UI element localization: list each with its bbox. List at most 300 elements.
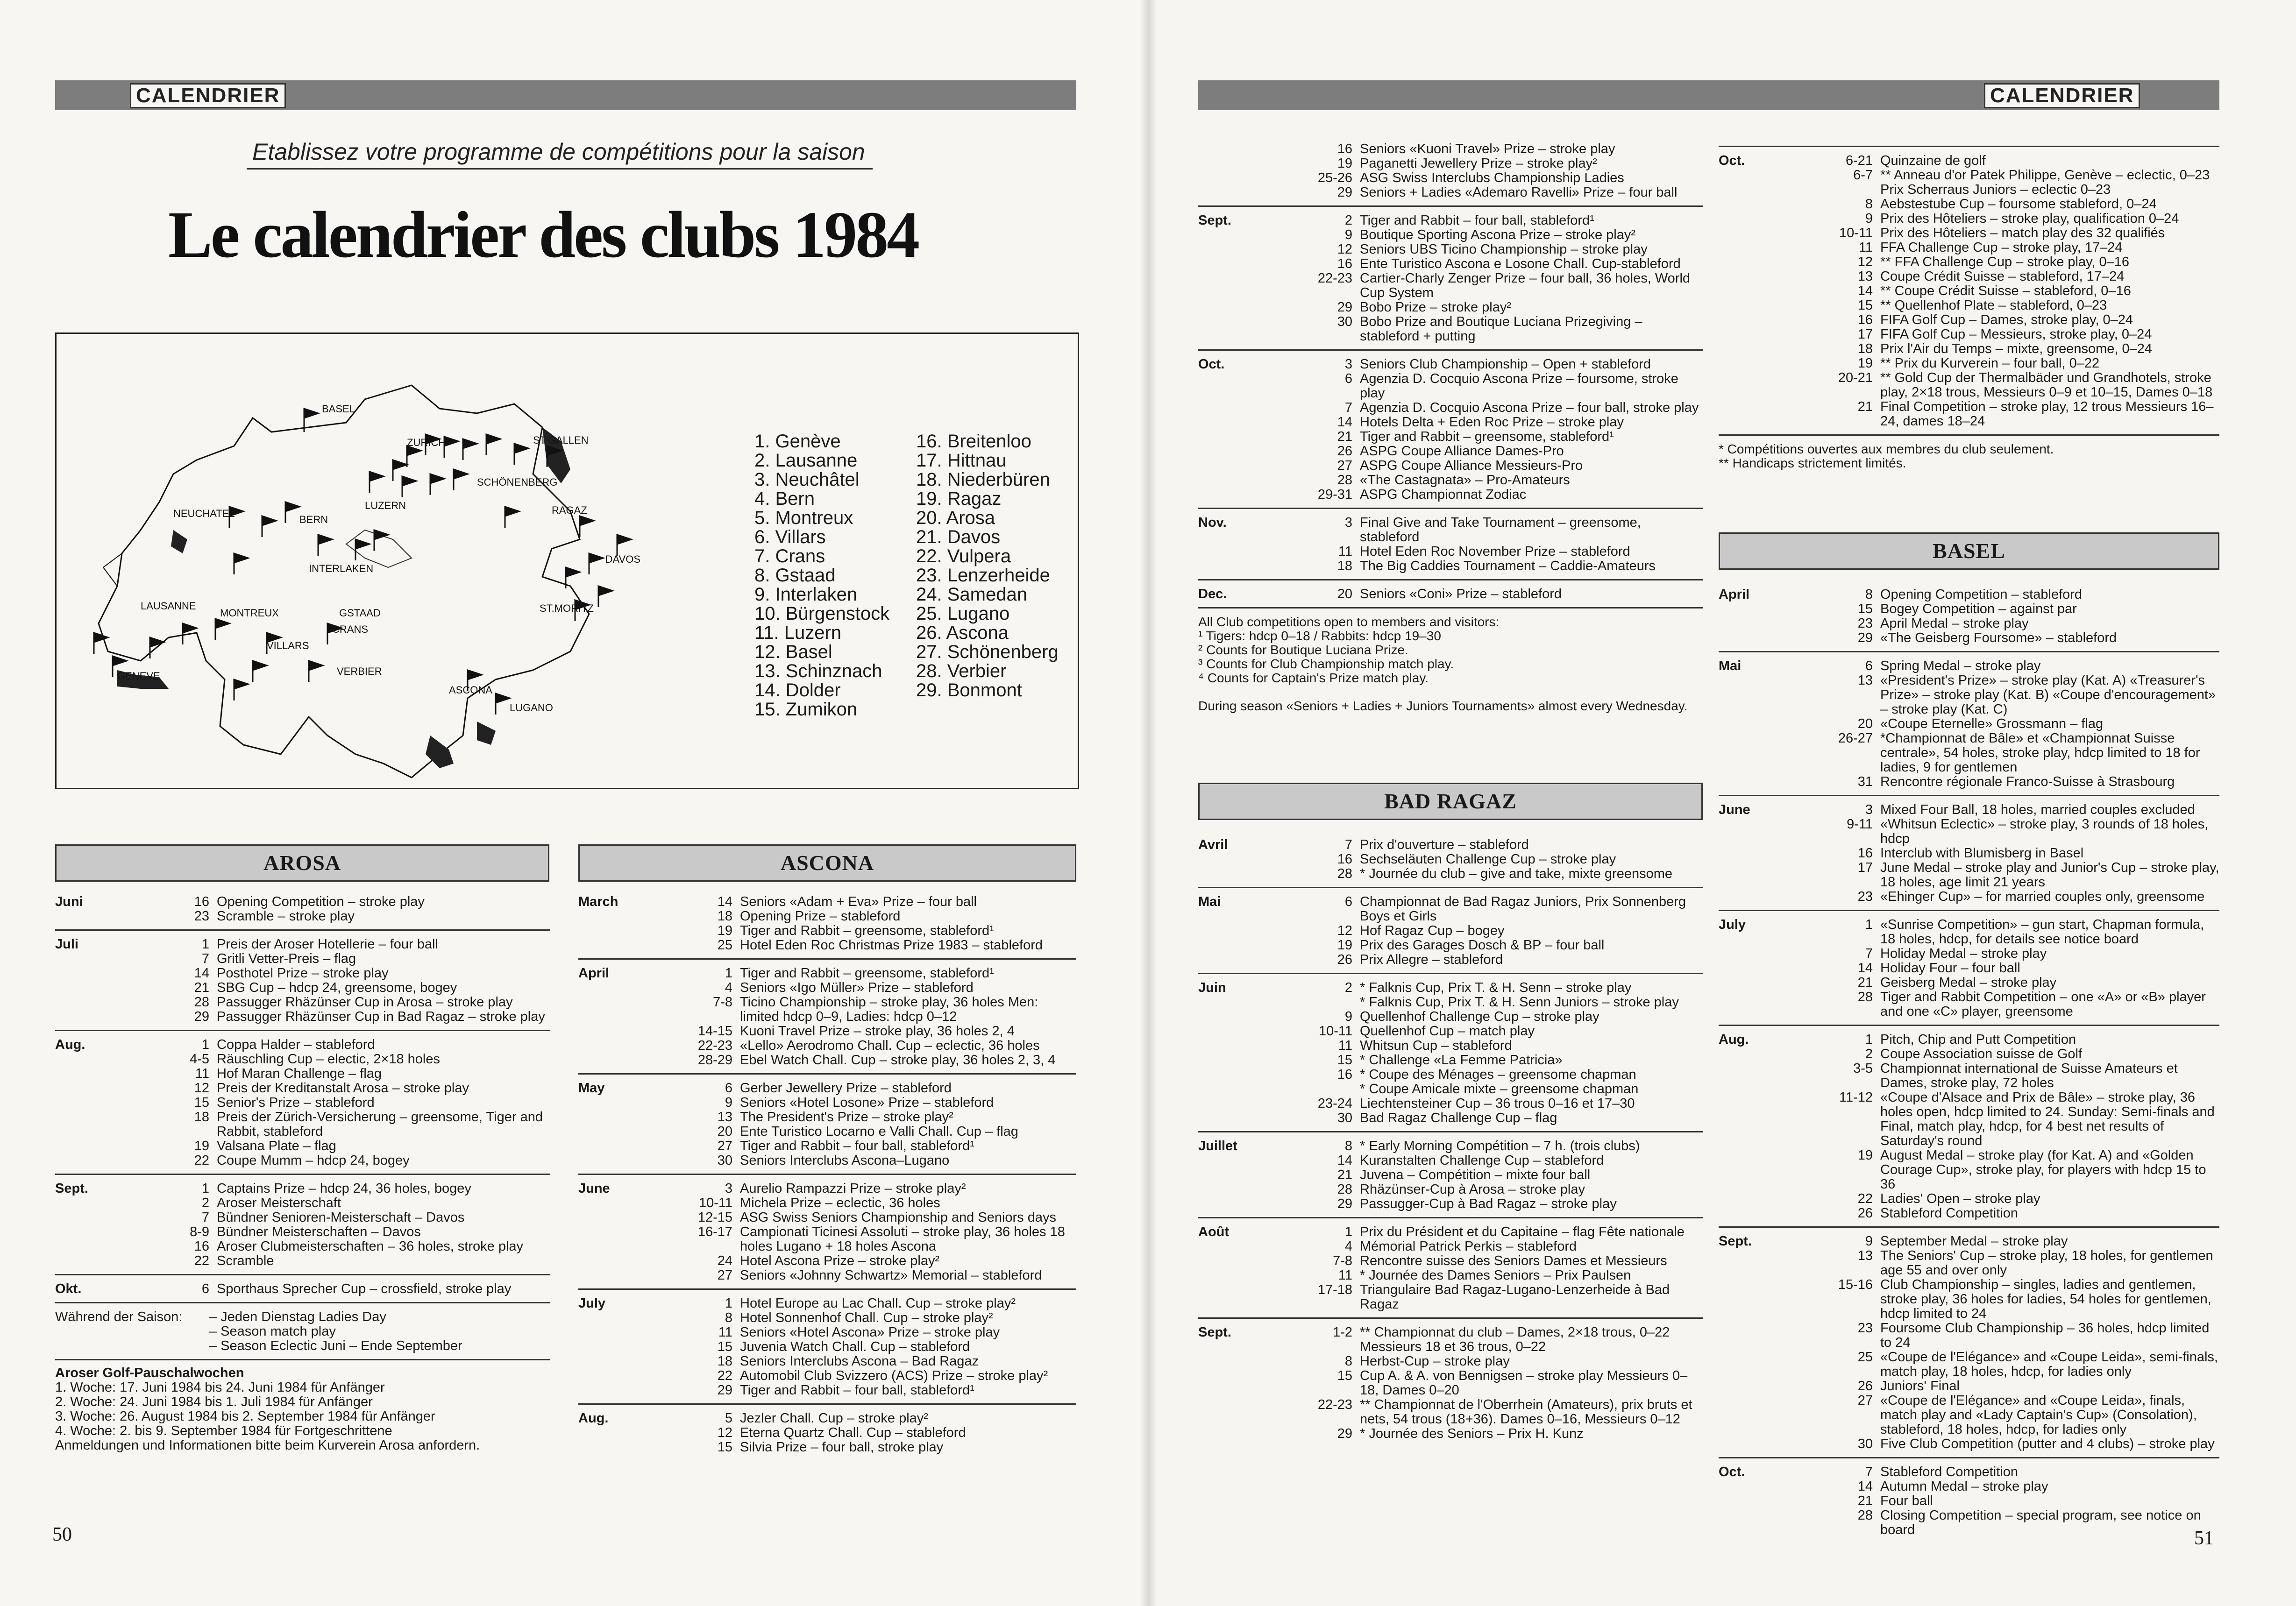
event-row: [662, 938, 1076, 953]
event-date: 19: [1857, 356, 1873, 371]
event-date: 7: [201, 951, 209, 966]
event-row: [139, 952, 550, 966]
event-row: [1803, 1479, 2219, 1494]
event-row: [1282, 1053, 1703, 1068]
legend-item: 4. Bern: [754, 488, 815, 509]
arosa-pauschal-item: Anmeldungen und Informationen bitte beim Kurverein Arosa anfordern.: [55, 1438, 480, 1453]
month-group: [1198, 580, 1703, 608]
month-label: June: [1719, 802, 1750, 817]
event-title: Championnat international de Suisse Amateurs et Dames, stroke play, 72 holes: [1880, 1061, 2178, 1090]
event-title: Juniors' Final: [1880, 1379, 1960, 1394]
event-date: 6: [201, 1281, 209, 1296]
event-title: Stableford Competition: [1880, 1206, 2018, 1221]
event-title: Seniors Interclubs Ascona – Bad Ragaz: [740, 1354, 979, 1369]
page-number-left: 50: [52, 1524, 72, 1545]
event-date: 15: [717, 1339, 732, 1354]
event-row: [1803, 1047, 2219, 1061]
event-date: 6: [1344, 371, 1352, 386]
event-row: [1803, 1061, 2219, 1090]
month-label: Aug.: [1719, 1032, 1749, 1047]
event-title: ** Quellenhof Plate – stableford, 0–23: [1880, 298, 2107, 313]
map-label-davos: DAVOS: [605, 553, 640, 565]
event-title: Cartier-Charly Zenger Prize – four ball, 36 holes, World Cup System: [1360, 271, 1691, 300]
event-date: 29: [1337, 300, 1352, 315]
event-date: 22-23: [1317, 271, 1352, 286]
event-title: Seniors «Johnny Schwartz» Memorial – stableford: [740, 1268, 1042, 1283]
event-date: 29: [717, 1383, 732, 1398]
map-label-ascona: ASCONA: [449, 684, 492, 696]
event-row: [662, 1110, 1076, 1125]
event-row: [662, 1296, 1076, 1311]
event-title: Liechtensteiner Cup – 36 trous 0–16 et 17–30: [1360, 1096, 1635, 1111]
event-date: 22-23: [1317, 1397, 1352, 1412]
event-title: Seniors «Hotel Ascona» Prize – stroke play: [740, 1325, 1000, 1340]
month-group: [1198, 135, 1703, 207]
legend-item: 3. Neuchâtel: [754, 469, 860, 490]
event-title: The Big Caddies Tournament – Caddie-Amateurs: [1360, 559, 1656, 573]
event-row: [1803, 1090, 2219, 1148]
event-title: Tiger and Rabbit Competition – one «A» or «B» player and one «C» player, greensome: [1880, 990, 2206, 1019]
event-title: Gritli Vetter-Preis – flag: [217, 951, 356, 966]
event-row: [1803, 1148, 2219, 1192]
month-label: Okt.: [55, 1281, 82, 1296]
month-label: Aug.: [578, 1411, 609, 1426]
event-row: [139, 1153, 550, 1168]
event-title: Prix l'Air du Temps – mixte, greensome, 0–24: [1880, 341, 2153, 356]
event-title: ** Championnat de l'Oberrhein (Amateurs), prix bruts et nets, 54 trous (18+36). Dames 0–16, Messieurs 0–12: [1360, 1397, 1692, 1427]
event-row: [1282, 587, 1703, 601]
event-row: [1282, 1039, 1703, 1053]
event-row: [1282, 171, 1703, 185]
event-row: [1282, 995, 1703, 1010]
event-title: Coupe Mumm – hdcp 24, bogey: [217, 1153, 410, 1168]
event-title: Opening Competition – stableford: [1880, 587, 2083, 602]
event-date: 9: [1344, 1009, 1352, 1024]
event-date: 27: [717, 1139, 732, 1153]
event-title: ASPG Coupe Alliance Messieurs-Pro: [1360, 458, 1583, 473]
event-row: [662, 1210, 1076, 1225]
month-group: [1198, 1319, 1703, 1447]
event-date: 8: [1865, 197, 1873, 212]
event-date: 1: [1865, 917, 1873, 932]
map-label-lugano: LUGANO: [510, 702, 553, 714]
event-title: Seniors «Hotel Losone» Prize – stableford: [740, 1095, 994, 1110]
event-date: 15: [194, 1095, 209, 1110]
event-title: * Challenge «La Femme Patricia»: [1360, 1053, 1563, 1068]
month-label: June: [578, 1181, 610, 1196]
event-title: * Early Morning Compétition – 7 h. (trois clubs): [1360, 1139, 1640, 1153]
page-title: Le calendrier des clubs 1984: [168, 198, 918, 271]
event-row: [1803, 775, 2219, 789]
event-title: Prix du Président et du Capitaine – flag Fête nationale: [1360, 1224, 1685, 1239]
event-date: 30: [717, 1153, 732, 1168]
event-date: 19: [1337, 938, 1352, 953]
event-row: [1803, 1249, 2219, 1278]
event-date: 11: [1338, 1268, 1352, 1283]
month-label: Juli: [55, 937, 78, 952]
event-row: [1803, 298, 2219, 313]
event-row: [662, 909, 1076, 924]
event-title: Spring Medal – stroke play: [1880, 658, 2041, 673]
event-date: 9: [725, 1095, 732, 1110]
month-label: Mai: [1719, 658, 1742, 673]
legend-item: 9. Interlaken: [754, 584, 858, 605]
legend-item: 12. Basel: [754, 642, 832, 662]
event-date: 14: [717, 894, 732, 909]
event-title: Tiger and Rabbit – four ball, stableford¹: [1360, 213, 1594, 228]
month-group: [1198, 207, 1703, 351]
event-title: Mémorial Patrick Perkis – stableford: [1360, 1239, 1577, 1254]
event-row: [139, 937, 550, 952]
event-date: 23: [1857, 1321, 1873, 1336]
event-date: 4: [725, 980, 732, 995]
event-row: [1282, 1427, 1703, 1441]
event-title: ** Prix du Kurverein – four ball, 0–22: [1880, 356, 2100, 371]
event-title: Ente Turistico Locarno e Valli Chall. Cup – flag: [740, 1124, 1018, 1139]
arosa-pauschal-item: 3. Woche: 26. August 1984 bis 2. September 1984 für Anfänger: [55, 1409, 435, 1424]
event-date: 9: [1344, 227, 1352, 242]
event-date: 1: [1865, 1032, 1873, 1047]
event-title: Rencontre régionale Franco-Suisse à Strasbourg: [1880, 774, 2175, 789]
event-row: [1282, 1325, 1703, 1354]
legend-item: 17. Hittnau: [916, 450, 1007, 471]
arosa-list: [55, 888, 550, 1303]
event-row: [1803, 673, 2219, 717]
month-group: [55, 931, 550, 1031]
month-label: Oct.: [1719, 153, 1745, 168]
event-title: ** Gold Cup der Thermalbäder und Grandhotels, stroke play, 2×18 trous, Messieurs 0–9 et 10–15, Dames 0–18: [1880, 370, 2213, 400]
month-label: Août: [1198, 1224, 1230, 1239]
month-label: April: [1719, 587, 1750, 602]
event-row: [1803, 356, 2219, 371]
event-row: [662, 1225, 1076, 1254]
event-title: The President's Prize – stroke play²: [740, 1110, 953, 1125]
event-row: [1282, 228, 1703, 242]
event-title: Championnat de Bad Ragaz Juniors, Prix Sonnenberg Boys et Girls: [1360, 894, 1686, 924]
event-date: 8: [1344, 1139, 1352, 1153]
event-title: Quellenhof Challenge Cup – stroke play: [1360, 1009, 1599, 1024]
event-date: [1282, 995, 1360, 1010]
event-title: * Journée du club – give and take, mixte greensome: [1360, 866, 1673, 881]
event-title: Scramble: [217, 1253, 274, 1268]
event-date: 15: [1857, 601, 1873, 616]
event-date: 7: [201, 1210, 209, 1225]
event-date: 22: [194, 1253, 209, 1268]
note-spacer: [1198, 685, 1703, 699]
event-row: [1803, 890, 2219, 904]
event-date: 9-11: [1847, 817, 1873, 832]
event-date: 1: [201, 937, 209, 952]
event-title: Ladies' Open – stroke play: [1880, 1191, 2040, 1206]
event-title: ** Anneau d'or Patek Philippe, Genève – eclectic, 0–23 Prix Scherraus Juniors – eclectic 0–23: [1880, 168, 2210, 197]
event-row: [662, 1268, 1076, 1283]
map-label-st-moritz: ST.MORITZ: [539, 602, 594, 614]
event-title: ASPG Championnat Zodiac: [1360, 487, 1527, 502]
event-title: Hotel Eden Roc Christmas Prize 1983 – stableford: [740, 938, 1043, 953]
event-date: 2: [201, 1196, 209, 1210]
event-title: * Journée des Dames Seniors – Prix Paulsen: [1360, 1268, 1631, 1283]
event-date: 16: [194, 894, 209, 909]
event-date: 28: [1337, 866, 1352, 881]
event-row: [1803, 212, 2219, 226]
badragaz-list: [1198, 831, 1703, 1447]
event-title: Seniors Interclubs Ascona–Lugano: [740, 1153, 950, 1168]
event-row: [662, 966, 1076, 981]
event-title: Autumn Medal – stroke play: [1880, 1479, 2048, 1494]
month-label: Dec.: [1198, 587, 1227, 601]
event-title: Coupe Crédit Suisse – stableford, 17–24: [1880, 269, 2125, 284]
month-label: March: [578, 894, 618, 909]
event-row: [139, 995, 550, 1010]
event-title: Michela Prize – eclectic, 36 holes: [740, 1196, 940, 1210]
event-title: Automobil Club Svizzero (ACS) Prize – stroke play²: [740, 1368, 1048, 1383]
event-title: Captains Prize – hdcp 24, 36 holes, bogey: [217, 1181, 471, 1196]
event-title: Hotels Delta + Eden Roc Prize – stroke play: [1360, 415, 1624, 430]
event-row: [1803, 1206, 2219, 1221]
event-row: [662, 1039, 1076, 1053]
event-date: 24: [717, 1253, 732, 1268]
legend-item: 14. Dolder: [754, 680, 841, 700]
event-title: Four ball: [1880, 1493, 1933, 1508]
month-label: Juni: [55, 894, 83, 909]
event-date: 16: [1337, 852, 1352, 867]
event-date: 13: [717, 1110, 732, 1125]
event-row: [1282, 867, 1703, 881]
event-date: 26: [1857, 1206, 1873, 1221]
event-date: 21: [1337, 429, 1352, 444]
event-title: Sechseläuten Challenge Cup – stroke play: [1360, 852, 1616, 867]
event-row: [1282, 185, 1703, 200]
event-date: 6: [725, 1081, 732, 1096]
event-title: FIFA Golf Cup – Dames, stroke play, 0–24: [1880, 312, 2133, 327]
month-label: Juillet: [1198, 1139, 1237, 1153]
legend-item: 26. Ascona: [916, 623, 1009, 643]
event-date: 18: [1337, 559, 1352, 573]
event-row: [1282, 300, 1703, 315]
event-date: 3: [1344, 357, 1352, 372]
event-row: [1803, 803, 2219, 817]
event-date: 5: [725, 1411, 732, 1426]
month-group: [1198, 888, 1703, 974]
badragaz-cont-column: [1719, 146, 2219, 470]
event-row: [1282, 838, 1703, 852]
event-title: Hof Ragaz Cup – bogey: [1360, 923, 1505, 938]
event-title: Prix des Hôteliers – match play des 32 qualifiés: [1880, 226, 2165, 241]
event-date: 14: [1857, 1479, 1873, 1494]
event-date: 21: [1337, 1167, 1352, 1182]
event-date: 1-2: [1333, 1325, 1352, 1340]
event-row: [1803, 947, 2219, 961]
event-date: 13: [1857, 269, 1873, 284]
event-date: 3: [1344, 515, 1352, 530]
event-date: 30: [1337, 314, 1352, 329]
event-row: [139, 1139, 550, 1153]
event-row: [1282, 271, 1703, 300]
event-title: Jezler Chall. Cup – stroke play²: [740, 1411, 928, 1426]
event-date: 2: [1865, 1047, 1873, 1061]
event-title: Bad Ragaz Challenge Cup – flag: [1360, 1111, 1557, 1125]
event-row: [1282, 516, 1703, 545]
event-date: 7: [1344, 400, 1352, 415]
map-label-ragaz: RAGAZ: [552, 504, 587, 516]
event-title: Campionati Ticinesi Assoluti – stroke play, 36 holes 18 holes Lugano + 18 holes Ascona: [740, 1224, 1065, 1254]
event-date: 4: [1344, 1239, 1352, 1254]
legend-item: 10. Bürgenstock: [754, 603, 890, 624]
event-date: 25: [717, 938, 732, 953]
event-date: 11: [1338, 544, 1352, 559]
event-date: 15: [1337, 1368, 1352, 1383]
event-date: 6-7: [1853, 168, 1873, 183]
map-label-schonenberg: SCHÖNENBERG: [477, 476, 558, 488]
event-row: [662, 1383, 1076, 1398]
event-date: 29: [1337, 185, 1352, 200]
event-row: [1803, 400, 2219, 429]
month-group: [1198, 351, 1703, 509]
event-date: 20: [717, 1124, 732, 1139]
event-title: Coupe Association suisse de Golf: [1880, 1047, 2083, 1061]
event-row: [1803, 1379, 2219, 1394]
event-row: [139, 1010, 550, 1024]
event-date: 16: [1337, 141, 1352, 156]
arosa-pauschal-title: Aroser Golf-Pauschalwochen: [55, 1365, 244, 1380]
map-label-gstaad: GSTAAD: [339, 607, 381, 619]
event-title: Mixed Four Ball, 18 holes, married couples excluded: [1880, 802, 2195, 817]
event-date: 18: [717, 1354, 732, 1369]
event-title: Hotel Sonnenhof Chall. Cup – stroke play²: [740, 1310, 993, 1325]
event-row: [662, 1153, 1076, 1168]
event-row: [1803, 255, 2219, 269]
event-title: Scramble – stroke play: [217, 909, 355, 924]
event-row: [662, 1196, 1076, 1210]
event-row: [139, 895, 550, 909]
note-line: During season «Seniors + Ladies + Juniors Tournaments» almost every Wednesday.: [1198, 699, 1688, 713]
month-group: [1198, 831, 1703, 888]
legend-item: 15. Zumikon: [754, 699, 858, 720]
event-date: 23: [1857, 889, 1873, 904]
event-row: [1282, 953, 1703, 967]
event-title: «Lello» Aerodromo Chall. Cup – eclectic, 36 holes: [740, 1038, 1040, 1053]
event-row: [1803, 1437, 2219, 1451]
event-date: 14-15: [697, 1024, 732, 1039]
event-date: 29: [1857, 630, 1873, 645]
event-title: September Medal – stroke play: [1880, 1234, 2068, 1249]
event-title: Agenzia D. Cocquio Ascona Prize – foursome, stroke play: [1360, 371, 1678, 401]
event-date: 19: [717, 923, 732, 938]
event-row: [662, 1254, 1076, 1268]
event-row: [139, 1239, 550, 1254]
month-group: [55, 1031, 550, 1175]
event-row: [1282, 1197, 1703, 1211]
event-title: Hotel Ascona Prize – stroke play²: [740, 1253, 940, 1268]
event-title: Preis der Kreditanstalt Arosa – stroke play: [217, 1081, 469, 1096]
event-title: Foursome Club Championship – 36 holes, hdcp limited to 24: [1880, 1321, 2210, 1350]
event-date: 16: [1337, 1067, 1352, 1082]
event-date: 12: [1857, 255, 1873, 269]
event-row: [1282, 415, 1703, 430]
arosa-pauschal-item: 4. Woche: 2. bis 9. September 1984 für Fortgeschrittene: [55, 1423, 392, 1438]
event-title: April Medal – stroke play: [1880, 616, 2029, 631]
event-row: [139, 1182, 550, 1196]
event-title: Preis der Zürich-Versicherung – greensome, Tiger and Rabbit, stableford: [217, 1110, 543, 1139]
event-date: 30: [1337, 1111, 1352, 1125]
month-group: [1719, 1228, 2219, 1458]
note-line: * Compétitions ouvertes aux membres du club seulement.: [1719, 442, 2054, 456]
event-row: [1803, 197, 2219, 212]
event-title: Aroser Clubmeisterschaften – 36 holes, stroke play: [217, 1239, 524, 1254]
event-title: Valsana Plate – flag: [217, 1139, 336, 1153]
event-row: [1282, 1369, 1703, 1398]
event-date: 28: [1337, 1182, 1352, 1197]
arosa-season-block: [55, 1303, 550, 1360]
event-title: «Ehinger Cup» – for married couples only, greensome: [1880, 889, 2205, 904]
basel-list: [1719, 581, 2219, 1543]
event-row: [1282, 1283, 1703, 1312]
event-date: 28: [194, 995, 209, 1010]
book-gutter: [1140, 0, 1157, 1606]
event-row: [1803, 990, 2219, 1019]
section-head-bad-ragaz: BAD RAGAZ: [1198, 783, 1703, 820]
event-date: 29-31: [1317, 487, 1352, 502]
event-row: [139, 909, 550, 924]
map-label-villars: VILLARS: [267, 640, 309, 651]
ascona-list: [578, 888, 1076, 1460]
month-group: [578, 1290, 1076, 1405]
event-date: 29: [194, 1009, 209, 1024]
event-row: [1803, 154, 2219, 168]
event-date: 26-27: [1838, 731, 1873, 746]
right-page: [1148, 0, 2296, 1606]
event-date: 1: [1344, 1224, 1352, 1239]
event-row: [1282, 1097, 1703, 1111]
ascona-cont-list: [1198, 135, 1703, 608]
legend-item: 11. Luzern: [754, 623, 842, 643]
event-date: [1282, 1082, 1360, 1097]
event-row: [1803, 961, 2219, 976]
event-title: Boutique Sporting Ascona Prize – stroke play²: [1360, 227, 1635, 242]
event-title: Cup A. & A. von Bennigsen – stroke play Messieurs 0–18, Dames 0–20: [1360, 1368, 1688, 1398]
legend-item: 2. Lausanne: [754, 450, 858, 471]
month-group: [1198, 974, 1703, 1132]
event-date: 14: [1337, 415, 1352, 430]
legend-item: 23. Lenzerheide: [916, 565, 1050, 586]
legend-item: 24. Samedan: [916, 584, 1027, 605]
event-row: [1803, 284, 2219, 298]
event-title: Prix d'ouverture – stableford: [1360, 837, 1529, 852]
event-date: 21: [1857, 399, 1873, 414]
arosa-pauschal-block: [55, 1360, 550, 1453]
event-date: 22-23: [697, 1038, 732, 1053]
month-group: [55, 888, 550, 931]
event-row: [662, 1053, 1076, 1068]
section-head-basel: BASEL: [1719, 532, 2219, 570]
month-group: [1719, 1458, 2219, 1543]
event-row: [1282, 1111, 1703, 1125]
event-date: 27: [1337, 458, 1352, 473]
event-row: [1282, 1239, 1703, 1254]
event-date: 12: [717, 1425, 732, 1440]
event-row: [1282, 852, 1703, 867]
event-title: Kuranstalten Challenge Cup – stableford: [1360, 1153, 1604, 1168]
event-title: «Sunrise Competition» – gun start, Chapman formula, 18 holes, hdcp, for details see notice board: [1880, 917, 2204, 947]
event-date: 15: [717, 1440, 732, 1455]
event-title: ASG Swiss Interclubs Championship Ladies: [1360, 170, 1624, 185]
event-row: [1803, 846, 2219, 861]
legend-item: 13. Schinznach: [754, 661, 882, 681]
event-row: [1282, 357, 1703, 372]
event-title: Juvenia Watch Chall. Cup – stableford: [740, 1339, 970, 1354]
switzerland-map: [66, 334, 654, 782]
event-date: 18: [717, 909, 732, 924]
